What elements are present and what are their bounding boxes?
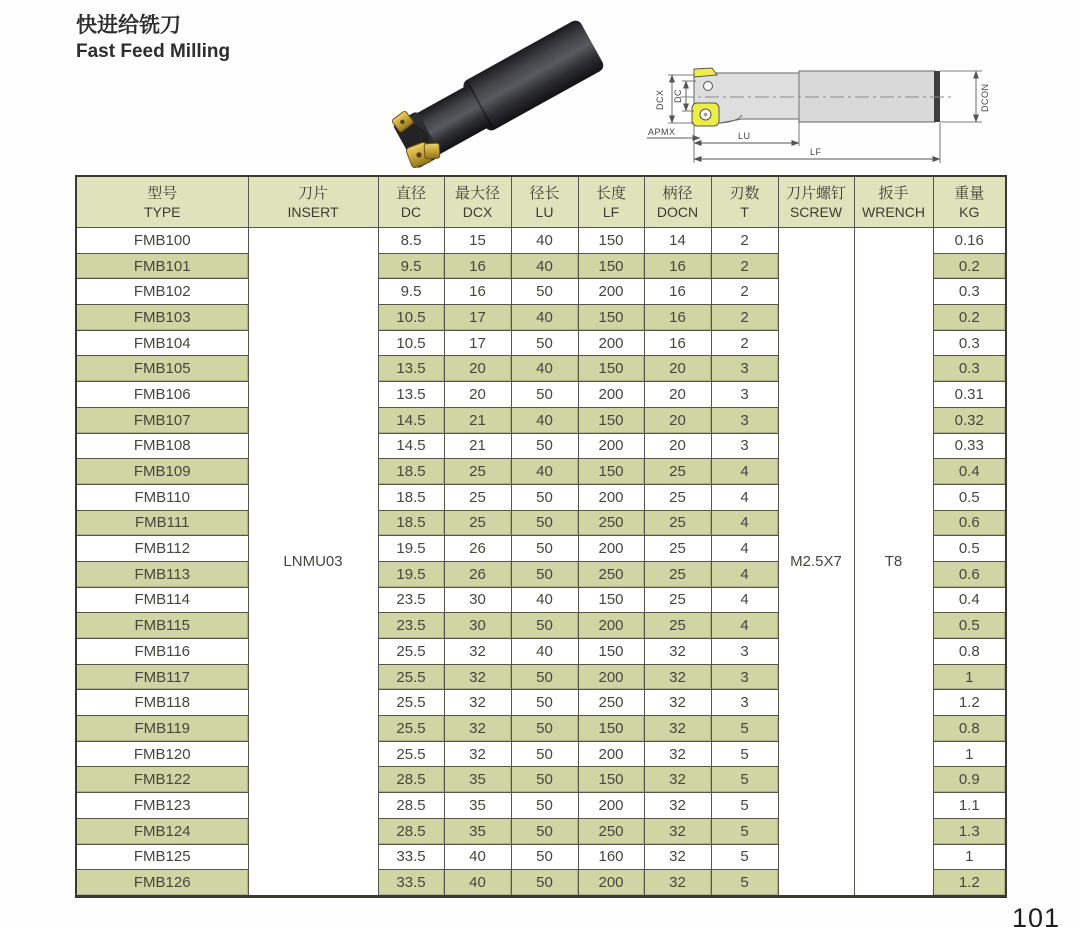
cell-t: 5	[711, 844, 778, 870]
cell-dcx: 20	[444, 356, 511, 382]
cell-lf: 150	[578, 587, 644, 613]
cell-t: 3	[711, 639, 778, 665]
column-header-dc: 直径 DC	[378, 176, 444, 228]
cell-docn: 16	[644, 279, 711, 305]
cell-kg: 1	[933, 741, 1006, 767]
cell-lf: 200	[578, 613, 644, 639]
cell-t: 4	[711, 536, 778, 562]
cell-t: 2	[711, 330, 778, 356]
cell-type: FMB122	[76, 767, 248, 793]
cell-docn: 16	[644, 330, 711, 356]
cell-lf: 200	[578, 433, 644, 459]
cell-lu: 40	[511, 407, 578, 433]
cell-docn: 32	[644, 818, 711, 844]
cell-dcx: 25	[444, 484, 511, 510]
cell-lf: 150	[578, 253, 644, 279]
cell-lf: 200	[578, 870, 644, 897]
diagram-label-lf: LF	[810, 147, 822, 157]
column-header-t: 刃数 T	[711, 176, 778, 228]
cell-type: FMB107	[76, 407, 248, 433]
cell-lf: 150	[578, 305, 644, 331]
cell-docn: 20	[644, 382, 711, 408]
cell-dcx: 32	[444, 741, 511, 767]
cell-dc: 18.5	[378, 459, 444, 485]
cell-dcx: 30	[444, 613, 511, 639]
cell-docn: 25	[644, 510, 711, 536]
cell-dc: 28.5	[378, 767, 444, 793]
cell-dc: 9.5	[378, 253, 444, 279]
cell-lu: 50	[511, 844, 578, 870]
cell-dc: 18.5	[378, 484, 444, 510]
cell-kg: 1.2	[933, 690, 1006, 716]
cell-lf: 150	[578, 459, 644, 485]
column-header-wrench: 扳手 WRENCH	[854, 176, 933, 228]
cell-kg: 0.3	[933, 279, 1006, 305]
cell-kg: 0.16	[933, 228, 1006, 254]
cell-dcx: 32	[444, 639, 511, 665]
cell-lu: 40	[511, 305, 578, 331]
cell-lf: 200	[578, 330, 644, 356]
cell-type: FMB126	[76, 870, 248, 897]
cell-lf: 200	[578, 664, 644, 690]
cell-type: FMB113	[76, 561, 248, 587]
cell-dc: 25.5	[378, 664, 444, 690]
cell-dcx: 25	[444, 510, 511, 536]
cell-lu: 50	[511, 536, 578, 562]
cell-lf: 200	[578, 536, 644, 562]
cell-lf: 150	[578, 356, 644, 382]
cell-type: FMB106	[76, 382, 248, 408]
cell-lf: 250	[578, 510, 644, 536]
cell-kg: 1.1	[933, 793, 1006, 819]
cell-lf: 200	[578, 279, 644, 305]
cell-lu: 40	[511, 228, 578, 254]
cell-kg: 1.3	[933, 818, 1006, 844]
cell-lu: 50	[511, 613, 578, 639]
cell-type: FMB115	[76, 613, 248, 639]
head-screw	[704, 82, 713, 91]
cell-kg: 0.3	[933, 330, 1006, 356]
cell-t: 5	[711, 741, 778, 767]
cell-lu: 40	[511, 459, 578, 485]
cell-dc: 13.5	[378, 382, 444, 408]
cell-dc: 23.5	[378, 587, 444, 613]
cell-t: 5	[711, 793, 778, 819]
cell-lu: 40	[511, 587, 578, 613]
cell-dc: 19.5	[378, 561, 444, 587]
cell-docn: 25	[644, 561, 711, 587]
cell-docn: 32	[644, 690, 711, 716]
table-row	[76, 228, 1006, 254]
insert-merged-cell: LNMU03	[248, 228, 378, 897]
cell-dc: 25.5	[378, 716, 444, 742]
cell-dc: 19.5	[378, 536, 444, 562]
cell-docn: 32	[644, 793, 711, 819]
cell-docn: 20	[644, 407, 711, 433]
cell-lu: 50	[511, 484, 578, 510]
cell-type: FMB102	[76, 279, 248, 305]
cell-dc: 28.5	[378, 818, 444, 844]
cell-dcx: 32	[444, 716, 511, 742]
cell-dcx: 15	[444, 228, 511, 254]
cell-dc: 14.5	[378, 407, 444, 433]
cell-lu: 50	[511, 690, 578, 716]
cell-lf: 150	[578, 767, 644, 793]
cell-type: FMB116	[76, 639, 248, 665]
cell-dcx: 32	[444, 664, 511, 690]
cell-dc: 10.5	[378, 305, 444, 331]
milling-cutter-body	[386, 15, 605, 170]
diagram-label-dcon: DCON	[980, 83, 990, 112]
page-title-en: Fast Feed Milling	[76, 41, 231, 63]
cell-lu: 50	[511, 767, 578, 793]
column-header-kg: 重量 KG	[933, 176, 1006, 228]
cell-lu: 50	[511, 818, 578, 844]
dimension-diagram	[642, 55, 1060, 168]
cell-lf: 160	[578, 844, 644, 870]
cell-dc: 25.5	[378, 690, 444, 716]
cell-t: 2	[711, 253, 778, 279]
cell-kg: 0.31	[933, 382, 1006, 408]
cell-dcx: 16	[444, 279, 511, 305]
insert-top	[694, 68, 717, 77]
cell-lu: 50	[511, 382, 578, 408]
cell-dcx: 30	[444, 587, 511, 613]
table-header-row	[76, 176, 1006, 228]
cell-t: 3	[711, 664, 778, 690]
cell-type: FMB118	[76, 690, 248, 716]
cell-docn: 16	[644, 305, 711, 331]
cell-dc: 8.5	[378, 228, 444, 254]
cell-docn: 32	[644, 844, 711, 870]
cell-t: 4	[711, 613, 778, 639]
cell-lu: 50	[511, 510, 578, 536]
column-header-insert: 刀片 INSERT	[248, 176, 378, 228]
cell-type: FMB110	[76, 484, 248, 510]
cell-dcx: 16	[444, 253, 511, 279]
cell-lu: 40	[511, 639, 578, 665]
cell-dcx: 21	[444, 407, 511, 433]
cell-type: FMB103	[76, 305, 248, 331]
page-number: 101	[1012, 903, 1061, 927]
diagram-label-dcx: DCX	[655, 89, 665, 110]
cell-type: FMB124	[76, 818, 248, 844]
cell-dc: 33.5	[378, 844, 444, 870]
cell-dcx: 17	[444, 330, 511, 356]
cell-type: FMB125	[76, 844, 248, 870]
cell-lf: 200	[578, 382, 644, 408]
cell-docn: 32	[644, 767, 711, 793]
cell-kg: 1	[933, 844, 1006, 870]
cell-t: 3	[711, 690, 778, 716]
cell-kg: 1.2	[933, 870, 1006, 897]
cell-docn: 20	[644, 433, 711, 459]
cell-t: 5	[711, 716, 778, 742]
cell-type: FMB101	[76, 253, 248, 279]
cell-lf: 150	[578, 228, 644, 254]
cell-dcx: 17	[444, 305, 511, 331]
cell-dc: 25.5	[378, 741, 444, 767]
cell-type: FMB119	[76, 716, 248, 742]
product-photo	[383, 8, 615, 170]
cell-dcx: 25	[444, 459, 511, 485]
cell-t: 4	[711, 587, 778, 613]
cell-kg: 0.2	[933, 305, 1006, 331]
cell-dcx: 35	[444, 818, 511, 844]
column-header-lf: 长度 LF	[578, 176, 644, 228]
wrench-merged-cell: T8	[854, 228, 933, 897]
cell-lu: 50	[511, 741, 578, 767]
screw-merged-cell: M2.5X7	[778, 228, 854, 897]
cell-t: 5	[711, 870, 778, 897]
cell-docn: 32	[644, 639, 711, 665]
diagram-label-apmx: APMX	[648, 127, 676, 137]
cell-t: 3	[711, 407, 778, 433]
cell-type: FMB105	[76, 356, 248, 382]
cell-kg: 0.5	[933, 536, 1006, 562]
cell-type: FMB112	[76, 536, 248, 562]
cell-dc: 10.5	[378, 330, 444, 356]
cell-t: 3	[711, 382, 778, 408]
cell-docn: 25	[644, 536, 711, 562]
cell-lf: 250	[578, 690, 644, 716]
cell-lu: 50	[511, 716, 578, 742]
cell-dcx: 35	[444, 767, 511, 793]
cell-docn: 32	[644, 716, 711, 742]
cell-docn: 16	[644, 253, 711, 279]
cell-docn: 25	[644, 613, 711, 639]
page-title	[76, 12, 230, 65]
cell-lu: 50	[511, 433, 578, 459]
cell-t: 4	[711, 510, 778, 536]
cell-type: FMB109	[76, 459, 248, 485]
cell-kg: 0.3	[933, 356, 1006, 382]
cell-docn: 14	[644, 228, 711, 254]
column-header-lu: 径长 LU	[511, 176, 578, 228]
cell-kg: 0.4	[933, 587, 1006, 613]
cell-type: FMB111	[76, 510, 248, 536]
cell-t: 5	[711, 818, 778, 844]
cell-kg: 0.9	[933, 767, 1006, 793]
cell-lu: 40	[511, 253, 578, 279]
cell-kg: 1	[933, 664, 1006, 690]
cell-dcx: 21	[444, 433, 511, 459]
cell-lu: 50	[511, 870, 578, 897]
cell-t: 2	[711, 279, 778, 305]
diagram-label-dc: DC	[673, 89, 683, 103]
cell-dcx: 20	[444, 382, 511, 408]
column-header-docn: 柄径 DOCN	[644, 176, 711, 228]
cell-type: FMB117	[76, 664, 248, 690]
cell-kg: 0.8	[933, 639, 1006, 665]
cell-docn: 25	[644, 484, 711, 510]
column-header-type: 型号 TYPE	[76, 176, 248, 228]
cell-dc: 33.5	[378, 870, 444, 897]
cell-dc: 18.5	[378, 510, 444, 536]
cell-dc: 25.5	[378, 639, 444, 665]
cell-dc: 23.5	[378, 613, 444, 639]
cell-kg: 0.5	[933, 484, 1006, 510]
cell-lf: 150	[578, 407, 644, 433]
cell-lu: 50	[511, 279, 578, 305]
cell-type: FMB123	[76, 793, 248, 819]
cell-lu: 50	[511, 793, 578, 819]
column-header-screw: 刀片螺钉 SCREW	[778, 176, 854, 228]
cell-type: FMB100	[76, 228, 248, 254]
cell-kg: 0.4	[933, 459, 1006, 485]
cell-type: FMB108	[76, 433, 248, 459]
cell-dcx: 26	[444, 561, 511, 587]
cell-docn: 32	[644, 741, 711, 767]
cell-t: 4	[711, 484, 778, 510]
cell-t: 2	[711, 228, 778, 254]
cell-docn: 20	[644, 356, 711, 382]
cell-kg: 0.6	[933, 561, 1006, 587]
cell-lf: 150	[578, 716, 644, 742]
cell-dc: 28.5	[378, 793, 444, 819]
cell-t: 5	[711, 767, 778, 793]
page-title-cn: 快进给铣刀	[76, 14, 181, 37]
cell-lf: 200	[578, 484, 644, 510]
table-body	[76, 228, 1006, 897]
cell-lf: 250	[578, 818, 644, 844]
cell-kg: 0.2	[933, 253, 1006, 279]
cell-docn: 32	[644, 870, 711, 897]
cell-t: 4	[711, 459, 778, 485]
cell-lf: 200	[578, 741, 644, 767]
spec-table	[75, 175, 1007, 898]
cell-lu: 50	[511, 561, 578, 587]
cell-docn: 25	[644, 587, 711, 613]
cell-kg: 0.6	[933, 510, 1006, 536]
cell-lu: 50	[511, 664, 578, 690]
cell-docn: 25	[644, 459, 711, 485]
cell-docn: 32	[644, 664, 711, 690]
cell-dcx: 40	[444, 844, 511, 870]
cell-dc: 14.5	[378, 433, 444, 459]
cell-dcx: 35	[444, 793, 511, 819]
cell-type: FMB104	[76, 330, 248, 356]
cell-lu: 40	[511, 356, 578, 382]
cell-lf: 200	[578, 793, 644, 819]
cell-t: 4	[711, 561, 778, 587]
cell-type: FMB120	[76, 741, 248, 767]
cell-lu: 50	[511, 330, 578, 356]
cell-kg: 0.8	[933, 716, 1006, 742]
diagram-label-lu: LU	[738, 131, 751, 141]
cell-t: 3	[711, 433, 778, 459]
cell-dcx: 32	[444, 690, 511, 716]
cell-dc: 13.5	[378, 356, 444, 382]
cell-kg: 0.33	[933, 433, 1006, 459]
cell-type: FMB114	[76, 587, 248, 613]
cell-dcx: 40	[444, 870, 511, 897]
cell-kg: 0.32	[933, 407, 1006, 433]
cell-dcx: 26	[444, 536, 511, 562]
cell-kg: 0.5	[933, 613, 1006, 639]
cell-lf: 150	[578, 639, 644, 665]
cell-t: 3	[711, 356, 778, 382]
column-header-dcx: 最大径 DCX	[444, 176, 511, 228]
cell-t: 2	[711, 305, 778, 331]
cell-lf: 250	[578, 561, 644, 587]
cell-dc: 9.5	[378, 279, 444, 305]
